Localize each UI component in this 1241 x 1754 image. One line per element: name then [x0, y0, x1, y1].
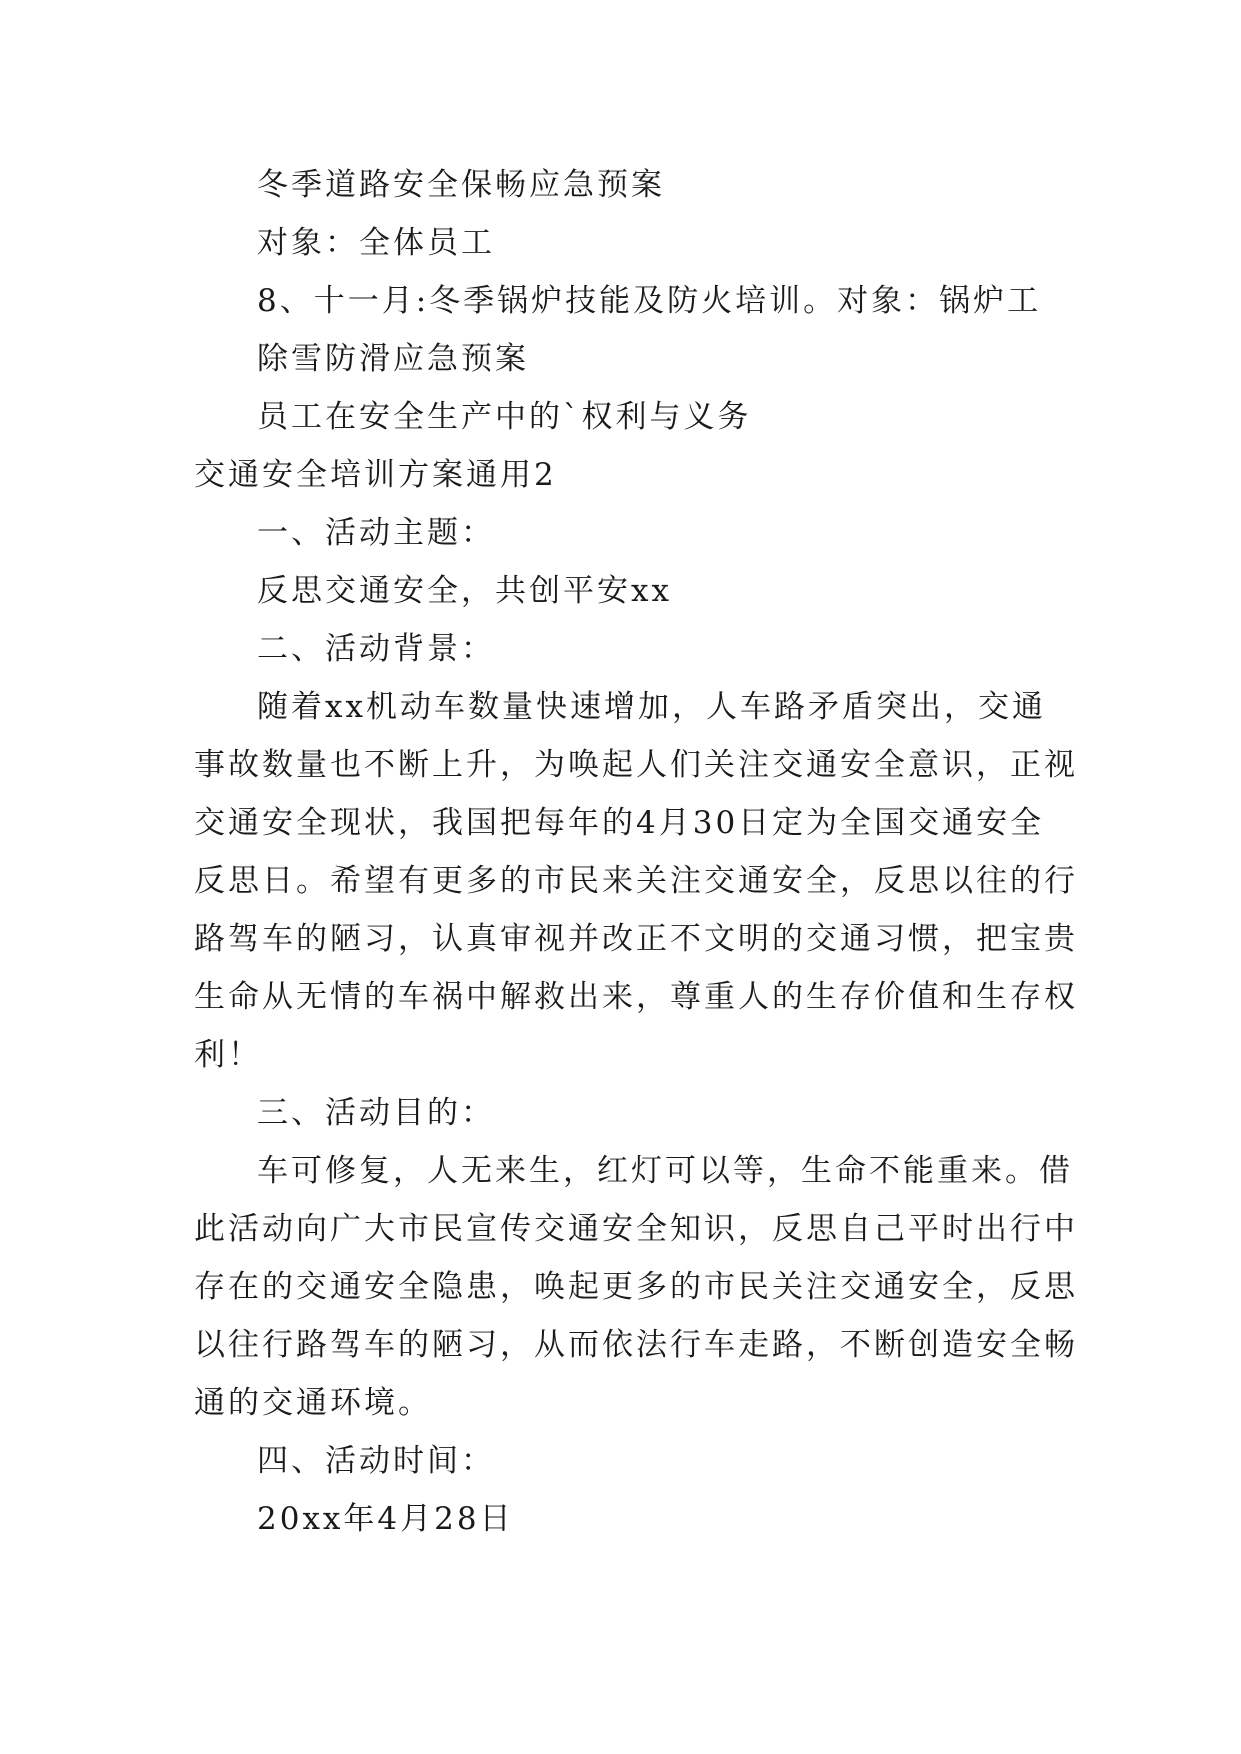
text-line-3: 8、十一月:冬季锅炉技能及防火培训。对象：锅炉工 [257, 283, 1042, 319]
text-line-5: 员工在安全生产中的`权利与义务 [257, 399, 752, 435]
text-line-18: 车可修复，人无来生，红灯可以等，生命不能重来。借 [257, 1153, 1073, 1189]
text-line-20: 存在的交通安全隐患，唤起更多的市民关注交通安全，反思 [194, 1269, 1078, 1305]
text-line-15: 生命从无情的车祸中解救出来，尊重人的生存价值和生存权 [194, 979, 1078, 1015]
text-line-16: 利！ [194, 1037, 262, 1073]
text-line-9: 二、活动背景： [257, 631, 495, 667]
text-line-2: 对象：全体员工 [257, 225, 495, 261]
text-line-10: 随着xx机动车数量快速增加，人车路矛盾突出，交通 [257, 689, 1046, 725]
text-line-7: 一、活动主题： [257, 515, 495, 551]
text-line-13: 反思日。希望有更多的市民来关注交通安全，反思以往的行 [194, 863, 1078, 899]
text-line-8: 反思交通安全，共创平安xx [257, 573, 672, 609]
text-line-1: 冬季道路安全保畅应急预案 [257, 167, 665, 203]
text-line-17: 三、活动目的： [257, 1095, 495, 1131]
text-line-4: 除雪防滑应急预案 [257, 341, 529, 377]
text-line-22: 通的交通环境。 [194, 1385, 432, 1421]
text-line-23: 四、活动时间： [257, 1443, 495, 1479]
text-line-12: 交通安全现状，我国把每年的4月30日定为全国交通安全 [194, 805, 1045, 841]
text-line-21: 以往行路驾车的陋习，从而依法行车走路，不断创造安全畅 [194, 1327, 1078, 1363]
text-line-11: 事故数量也不断上升，为唤起人们关注交通安全意识，正视 [194, 747, 1078, 783]
text-line-24: 20xx年4月28日 [257, 1501, 514, 1537]
text-line-14: 路驾车的陋习，认真审视并改正不文明的交通习惯，把宝贵 [194, 921, 1078, 957]
text-line-19: 此活动向广大市民宣传交通安全知识，反思自己平时出行中 [194, 1211, 1078, 1247]
section-heading: 交通安全培训方案通用2 [194, 457, 557, 493]
